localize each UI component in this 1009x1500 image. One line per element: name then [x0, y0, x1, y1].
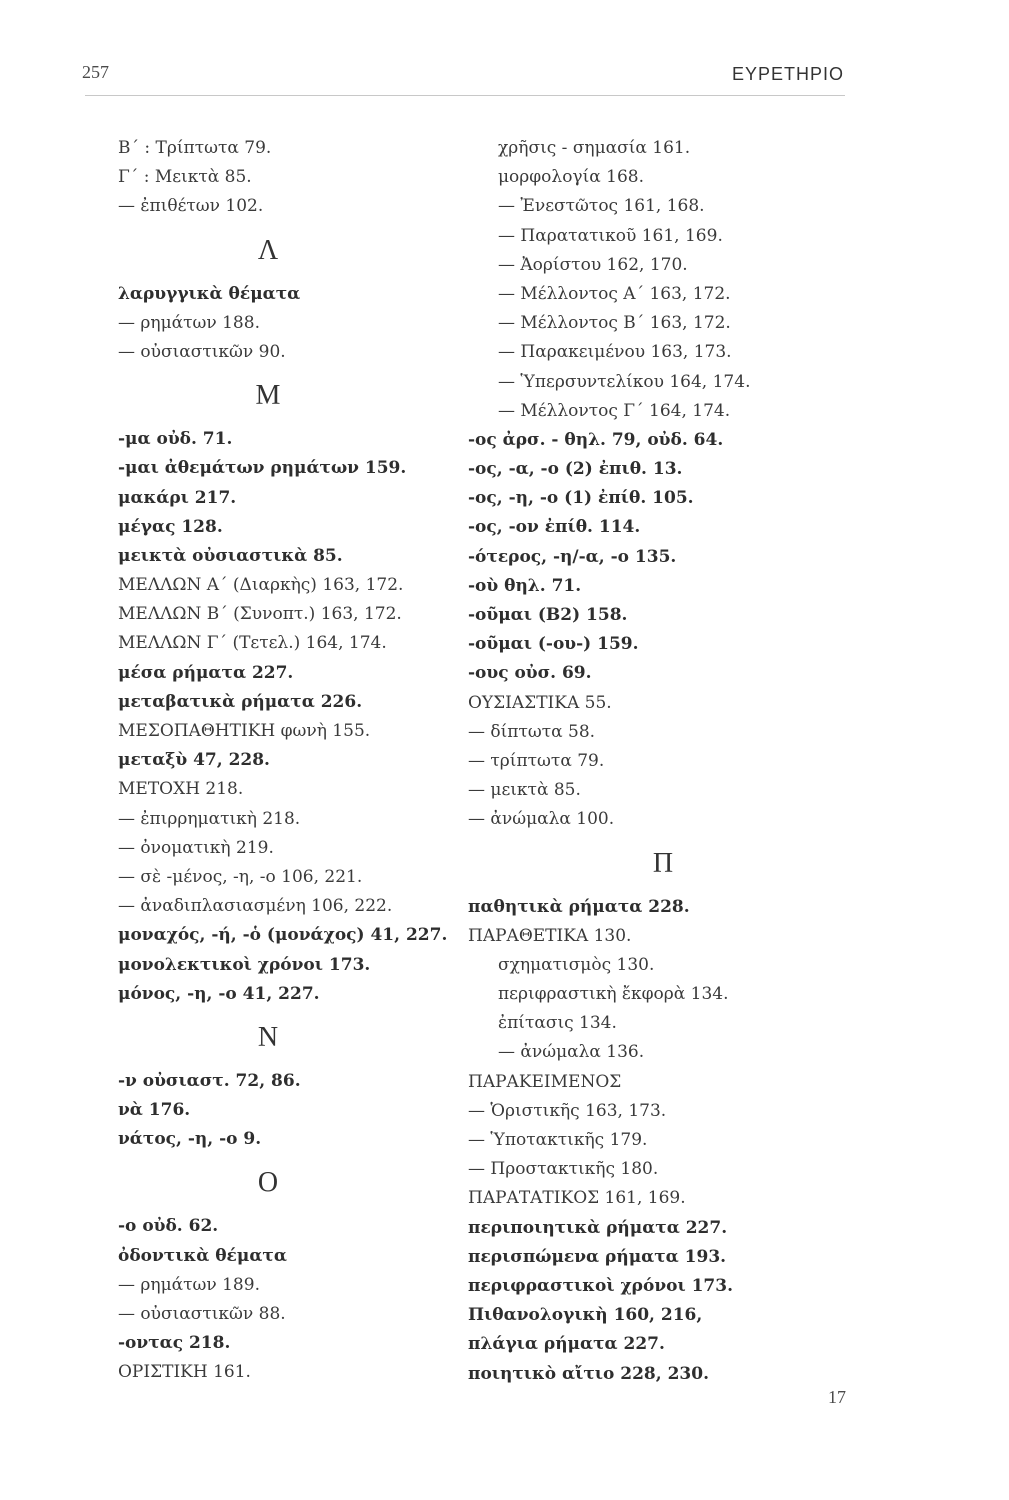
index-entry: — μεικτὰ 85.	[468, 780, 581, 801]
index-entry: ἐπίτασις 134.	[498, 1013, 617, 1034]
signature-mark: 17	[828, 1387, 846, 1407]
running-head: ΕΥΡΕΤΗΡΙΟ	[731, 64, 844, 84]
index-entry: παθητικὰ ρήματα 228.	[468, 896, 690, 917]
index-entry: — οὐσιαστικῶν 90.	[118, 341, 286, 362]
index-entry: -οντας 218.	[118, 1333, 231, 1354]
index-entry: — Ὑποτακτικῆς 179.	[468, 1130, 648, 1150]
index-entry: — Παρατατικοῦ 161, 169.	[498, 225, 723, 246]
index-entry: — Προστακτικῆς 180.	[468, 1159, 659, 1180]
index-entry: — Ἐνεστῶτος 161, 168.	[498, 196, 705, 217]
index-entry: — σὲ -μένος, -η, -ο 106, 221.	[118, 866, 363, 887]
index-entry: — Παρακειμένου 163, 173.	[498, 342, 732, 363]
index-entry: — ἀναδιπλασιασμένη 106, 222.	[118, 896, 393, 917]
index-entry: ΟΥΣΙΑΣΤΙΚΑ 55.	[468, 692, 612, 713]
index-entry: ΜΕΣΟΠΑΘΗΤΙΚΗ φωνὴ 155.	[118, 721, 371, 741]
index-entry: μονολεκτικοὶ χρόνοι 173.	[118, 954, 371, 975]
index-entry: ποιητικὸ αἴτιο 228, 230.	[468, 1363, 709, 1384]
index-entry: -ν οὐσιαστ. 72, 86.	[118, 1070, 301, 1091]
index-entry: — ἀνώμαλα 100.	[468, 809, 615, 830]
index-entry: ΜΕΛΛΩΝ Γ΄ (Τετελ.) 164, 174.	[118, 633, 387, 654]
index-entry: -οὺ θηλ. 71.	[468, 575, 582, 596]
index-entry: μέσα ρήματα 227.	[118, 662, 294, 683]
index-entry: περιφραστικὴ ἔκφορὰ 134.	[498, 984, 729, 1005]
index-entry: μέγας 128.	[118, 516, 223, 537]
index-entry: ΜΕΛΛΩΝ Β΄ (Συνοπτ.) 163, 172.	[118, 604, 402, 625]
index-entry: χρῆσις - σημασία 161.	[498, 138, 691, 158]
index-entry: Β΄ : Τρίπτωτα 79.	[118, 138, 272, 158]
index-entry: -ότερος, -η/-α, -ο 135.	[468, 546, 677, 567]
index-entry: — τρίπτωτα 79.	[468, 750, 605, 771]
index-entry: — Μέλλοντος Γ΄ 164, 174.	[498, 400, 731, 421]
index-entry: μακάρι 217.	[118, 487, 237, 508]
index-entry: — Μέλλοντος Α΄ 163, 172.	[498, 283, 731, 304]
index-entry: μεταξὺ 47, 228.	[118, 750, 270, 771]
index-entry: — ὀνοματικὴ 219.	[118, 837, 274, 858]
index-entry: -ος, -α, -ο (2) ἐπιθ. 13.	[468, 459, 683, 480]
index-entry: περιφραστικοὶ χρόνοι 173.	[468, 1275, 734, 1296]
section-letter-lambda: Λ	[257, 234, 279, 266]
index-entry: νάτος, -η, -ο 9.	[118, 1129, 262, 1150]
index-entry: — Μέλλοντος Β΄ 163, 172.	[498, 313, 731, 334]
index-entry: μοναχός, -ή, -ὁ (μονάχος) 41, 227.	[118, 925, 448, 946]
index-entry: Γ΄ : Μεικτὰ 85.	[118, 167, 252, 188]
index-entry: — ἐπιρρηματικὴ 218.	[118, 808, 301, 829]
index-entry: ὀδοντικὰ θέματα	[118, 1245, 287, 1266]
index-entry: -ο οὐδ. 62.	[118, 1216, 219, 1237]
index-entry: -μαι ἀθεμάτων ρημάτων 159.	[118, 458, 407, 479]
index-entry: -ος, -ον ἐπίθ. 114.	[468, 517, 641, 538]
index-entry: — ρημάτων 188.	[118, 312, 260, 333]
index-entry: — ρημάτων 189.	[118, 1274, 260, 1295]
section-letter-nu: Ν	[257, 1021, 279, 1053]
index-entry: ΟΡΙΣΤΙΚΗ 161.	[118, 1362, 251, 1383]
index-entry: — ἀνώμαλα 136.	[498, 1042, 645, 1063]
index-entry: — δίπτωτα 58.	[468, 721, 596, 742]
index-column-right	[468, 134, 848, 1389]
index-entry: — Ὑπερσυντελίκου 164, 174.	[498, 371, 751, 392]
section-letter-omicron: Ο	[257, 1167, 279, 1199]
index-entry: — Ἀορίστου 162, 170.	[498, 254, 688, 275]
index-entry: νὰ 176.	[118, 1100, 191, 1121]
index-entry: — οὐσιαστικῶν 88.	[118, 1304, 286, 1324]
index-entry: περιποιητικὰ ρήματα 227.	[468, 1217, 728, 1238]
index-entry: μόνος, -η, -ο 41, 227.	[118, 983, 320, 1004]
index-entry: — ἐπιθέτων 102.	[118, 196, 264, 217]
index-entry: πλάγια ρήματα 227.	[468, 1334, 665, 1355]
header-rule	[85, 95, 845, 96]
index-entry: μεικτὰ οὐσιαστικὰ 85.	[118, 545, 343, 566]
index-entry: λαρυγγικὰ θέματα	[118, 283, 301, 304]
index-entry: μορφολογία 168.	[498, 167, 644, 188]
index-entry: ΠΑΡΑΤΑΤΙΚΟΣ 161, 169.	[468, 1188, 686, 1209]
index-entry: — Ὁριστικῆς 163, 173.	[468, 1100, 667, 1121]
index-entry: -οῦμαι (-ου-) 159.	[468, 634, 639, 655]
index-entry: σχηματισμὸς 130.	[498, 954, 655, 975]
index-entry: ΜΕΤΟΧΗ 218.	[118, 779, 244, 800]
index-entry: -ος ἀρσ. - θηλ. 79, οὐδ. 64.	[468, 429, 724, 450]
index-entry: περισπώμενα ρήματα 193.	[468, 1246, 727, 1267]
section-letter-mu: Μ	[255, 380, 281, 412]
page-number: 257	[82, 62, 109, 82]
index-entry: μεταβατικὰ ρήματα 226.	[118, 691, 363, 712]
index-column-left	[118, 134, 468, 1388]
index-entry: -ος, -η, -ο (1) ἐπίθ. 105.	[468, 488, 694, 509]
index-entry: ΠΑΡΑΘΕΤΙΚΑ 130.	[468, 925, 632, 946]
section-letter-pi: Π	[652, 847, 674, 879]
index-entry: ΠΑΡΑΚΕΙΜΕΝΟΣ	[468, 1071, 622, 1092]
index-entry: -οῦμαι (Β2) 158.	[468, 605, 628, 625]
index-entry: ΜΕΛΛΩΝ Α΄ (Διαρκὴς) 163, 172.	[118, 575, 404, 596]
index-entry: -ους οὐσ. 69.	[468, 663, 592, 684]
index-entry: -μα οὐδ. 71.	[118, 429, 233, 450]
index-entry: Πιθανολογικὴ 160, 216,	[468, 1305, 703, 1326]
